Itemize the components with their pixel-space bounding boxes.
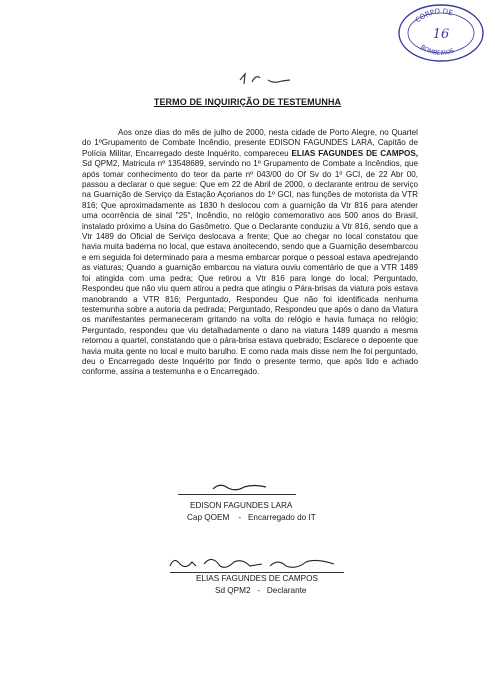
svg-text:BOMBEIROS: BOMBEIROS xyxy=(419,43,456,58)
signature-role: Sd QPM2 - Declarante xyxy=(215,586,307,595)
signature-scribble-icon xyxy=(210,480,270,494)
testimony-paragraph: Aos onze dias do mês de julho de 2000, nesta cidade de Porto Alegre, no Quartel do 1ºGrupamento de Combate Incêndio, presente EDISON FAGUNDES LARA, Capitão de Polícia Militar, Encarregado deste Inquérito, compareceu ELIAS FAGUNDES DE CAMPOS, Sd QPM2, Matricula nº 13548689, servindo no 1º Grupamento de Combate a Incêndios, que após tomar conhecimento do teor da parte nº 043/00 do Of Sv do 1º GCI, de 22 Abr 00, passou a declarar o que segue: Que em 22 de Abril de 2000, o declarante entrou de serviço na Guarnição de Serviço da Estação Açorianos do 1º GCI, nas funções de motorista da VTR 816; Que aproximadamente as 1830 h deslocou com a guarnição da Vtr 816 para atender uma ocorrência de sinal "25", Incêndio, no relógio comemorativo aos 500 anos do Brasil, instalado próximo a Usina do Gasômetro. Que o Declarante conduziu a Vtr 816, sendo que a Vtr 1489 do Oficial de Serviço deslocava a frente; Que ao chegar no local constatou que havia muita baderna no local, que estava anoitecendo, sendo que a Guarnição desembarcou e em seguida foi determinado para a mesma embarcar porque o pessoal estava apedrejando as viaturas; Quando a guarnição embarcou na viatura ouviu comentário de que a VTR 1489 foi atingida com uma pedra; Que retirou a Vtr 816 para longe do local; Perguntado, Respondeu que não viu quem atirou a pedra que atingiu o Pára-brisas da viatura pois estava manobrando a VTR 816; Perguntado, Respondeu Que não foi identificada nenhuma testemunha sobre a autoria da pedrada; Perguntado, Respondeu que após o dano da Viatura os manifestantes permaneceram gritando na volta do relógio e havia fumaça no relógio; Perguntado, respondeu que viu detalhadamente o dano na viatura 1489 quando a mesma retornou a quartel, constatando que o pára-brisa estava quebrado; Esclarece o depoente que havia muita gente no local e muito barulho. E como nada mais disse nem lhe foi perguntado, deu o Encarregado deste Inquérito por findo o presente termo, que após lido e achado conforme, assina a testemunha e o Encarregado. xyxy=(82,128,418,377)
signature-name: EDISON FAGUNDES LARA xyxy=(190,501,293,510)
seal-stamp-icon xyxy=(395,2,487,64)
testimony-body xyxy=(82,128,418,378)
svg-text:CORPO DE: CORPO DE xyxy=(414,7,454,25)
signature-name: ELIAS FAGUNDES DE CAMPOS xyxy=(196,574,318,583)
signature-line xyxy=(170,572,344,573)
signature-role: Cap QOEM - Encarregado do IT xyxy=(187,513,316,522)
witness-name: ELIAS FAGUNDES DE CAMPOS, xyxy=(291,148,418,158)
handwritten-mark-icon xyxy=(236,70,296,88)
signature-line xyxy=(178,494,296,495)
document-title: TERMO DE INQUIRIÇÃO DE TESTEMUNHA xyxy=(153,97,342,107)
svg-text:16: 16 xyxy=(432,27,450,42)
